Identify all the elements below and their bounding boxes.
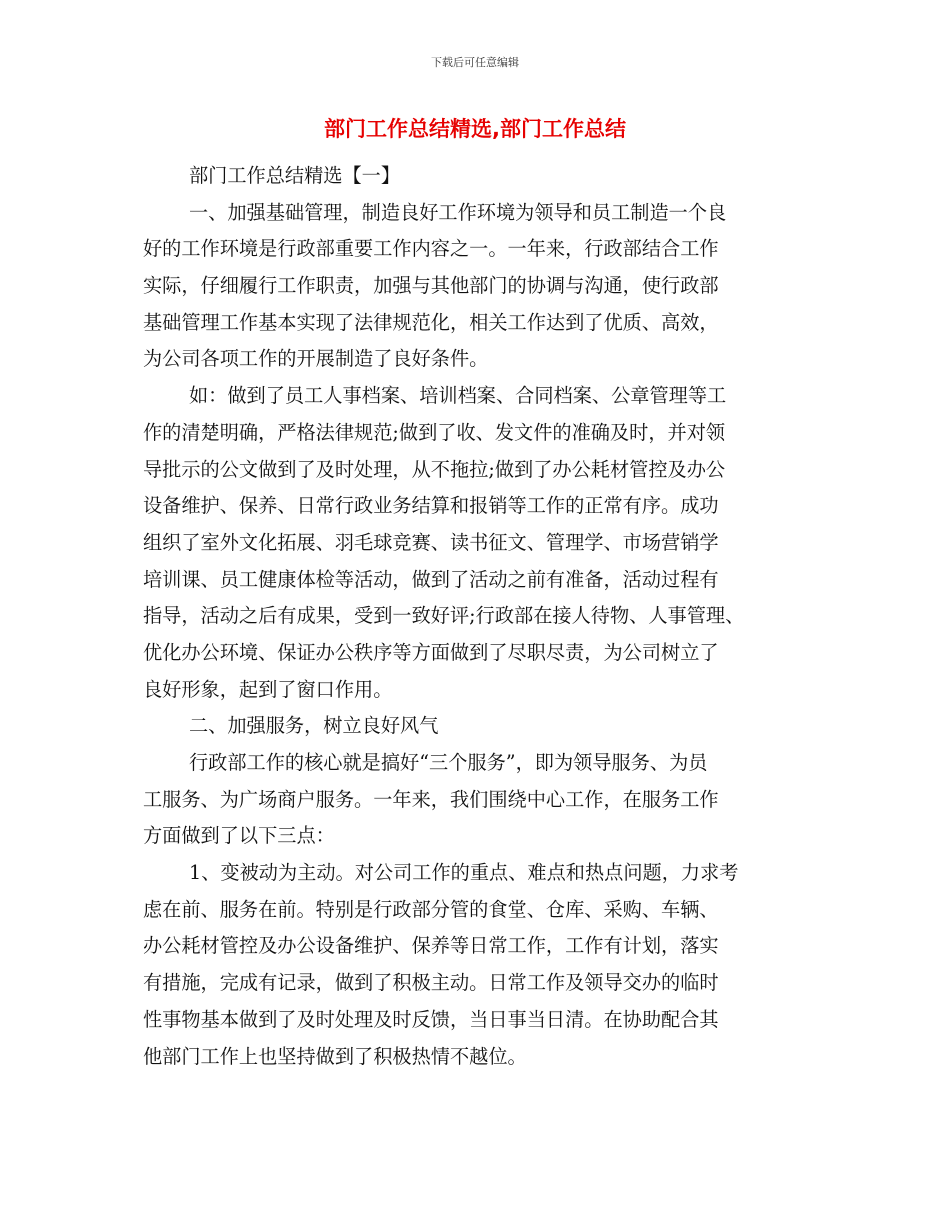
text-line: 如：做到了员工人事档案、培训档案、合同档案、公章管理等工: [189, 384, 727, 408]
text-line: 一、加强基础管理，制造良好工作环境为领导和员工制造一个良: [189, 200, 727, 224]
text-line: 培训课、员工健康体检等活动，做到了活动之前有准备，活动过程有: [143, 567, 719, 591]
text-line: 作的清楚明确，严格法律规范;做到了收、发文件的准确及时，并对领: [143, 420, 726, 444]
text-line: 良好形象，起到了窗口作用。: [143, 677, 393, 701]
text-line: 基础管理工作基本实现了法律规范化，相关工作达到了优质、高效，: [143, 310, 719, 334]
text-line: 行政部工作的核心就是搞好“三个服务”，即为领导服务、为员: [189, 751, 708, 774]
text-line: 他部门工作上也坚持做到了积极热情不越位。: [143, 1044, 527, 1068]
text-line: 实际，仔细履行工作职责，加强与其他部门的协调与沟通，使行政部: [143, 274, 719, 298]
text-line: 指导，活动之后有成果，受到一致好评;行政部在接人待物、人事管理、: [143, 604, 745, 628]
text-line: 组织了室外文化拓展、羽毛球竞赛、读书征文、管理学、市场营销学: [143, 530, 719, 554]
text-line: 虑在前、服务在前。特别是行政部分管的食堂、仓库、采购、车辆、: [143, 897, 719, 921]
text-line: 工服务、为广场商户服务。一年来，我们围绕中心工作，在服务工作: [143, 787, 719, 811]
text-line: 性事物基本做到了及时处理及时反馈，当日事当日清。在协助配合其: [143, 1007, 719, 1031]
text-line: 设备维护、保养、日常行政业务结算和报销等工作的正常有序。成功: [143, 494, 719, 518]
text-line: 好的工作环境是行政部重要工作内容之一。一年来，行政部结合工作: [143, 237, 719, 261]
text-line: 方面做到了以下三点：: [143, 824, 335, 848]
text-line: 二、加强服务，树立良好风气: [189, 714, 439, 738]
text-line: 导批示的公文做到了及时处理，从不拖拉;做到了办公耗材管控及办公: [143, 457, 726, 481]
text-line: 为公司各项工作的开展制造了良好条件。: [143, 347, 489, 371]
page-header: 下载后可任意编辑: [431, 56, 519, 69]
text-line: 部门工作总结精选【一】: [189, 164, 401, 187]
document-body: [143, 158, 823, 1075]
text-line: 优化办公环境、保证办公秩序等方面做到了尽职尽责，为公司树立了: [143, 640, 719, 664]
text-line: 办公耗材管控及办公设备维护、保养等日常工作，工作有计划，落实: [143, 934, 719, 958]
document-title: 部门工作总结精选,部门工作总结: [324, 117, 626, 141]
text-line: 1、变被动为主动。对公司工作的重点、难点和热点问题，力求考: [189, 861, 739, 885]
text-line: 有措施，完成有记录，做到了积极主动。日常工作及领导交办的临时: [143, 971, 719, 995]
